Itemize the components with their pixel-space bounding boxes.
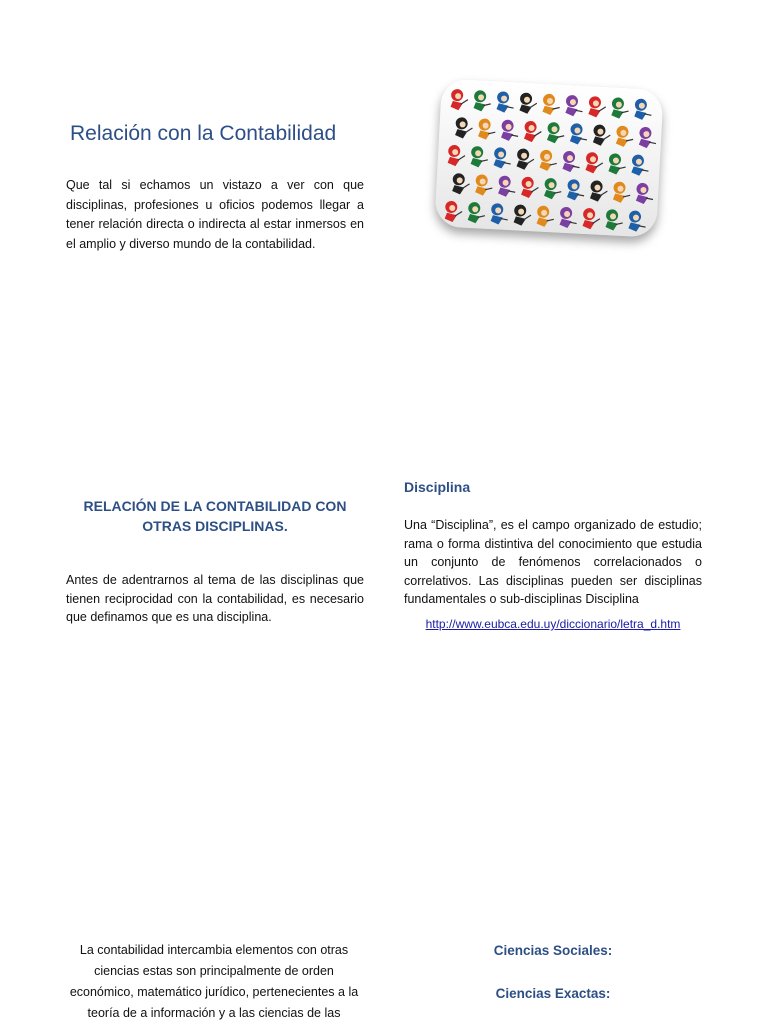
bottom-line: económico, matemático jurídico, pertenecientes a la bbox=[69, 985, 359, 999]
bottom-paragraph bbox=[64, 940, 364, 1024]
antes-paragraph: Antes de adentrarnos al tema de las disciplinas que tienen reciprocidad con la contabilidad, es necesario que definamos que es una disciplina. bbox=[66, 573, 364, 624]
page-title: Relación con la Contabilidad bbox=[70, 122, 337, 145]
disciplina-paragraph: Una “Disciplina”, es el campo organizado de estudio; rama o forma distintiva del conocimiento que estudia un conjunto de fenómenos correlacionados o correlativos. Las disciplinas pueden ser disciplinas fundamentales o sub-disciplinas Disciplina bbox=[404, 518, 702, 606]
section-heading bbox=[70, 496, 360, 536]
ciencias-sociales-heading: Ciencias Sociales: bbox=[493, 943, 613, 958]
section-heading-line2: OTRAS DISCIPLINAS. bbox=[142, 518, 288, 534]
reference-link[interactable]: http://www.eubca.edu.uy/diccionario/letra_d.htm bbox=[425, 617, 681, 631]
disciplina-heading: Disciplina bbox=[404, 479, 471, 495]
ciencias-exactas-heading: Ciencias Exactas: bbox=[495, 986, 611, 1001]
bottom-line: La contabilidad intercambia elementos con otras bbox=[79, 943, 349, 957]
mascots-image bbox=[438, 84, 668, 242]
bottom-line: teoría de a información y a las ciencias de las bbox=[87, 1006, 341, 1020]
intro-paragraph: Que tal si echamos un vistazo a ver con que disciplinas, profesiones u oficios podemos llegar a tener relación directa o indirecta al estar inmersos en el amplio y diverso mundo de la contabilidad. bbox=[66, 178, 364, 251]
mascots-illustration bbox=[434, 78, 663, 237]
bottom-line: ciencias estas son principalmente de orden bbox=[94, 964, 334, 978]
section-heading-line1: RELACIÓN DE LA CONTABILIDAD CON bbox=[83, 498, 347, 514]
